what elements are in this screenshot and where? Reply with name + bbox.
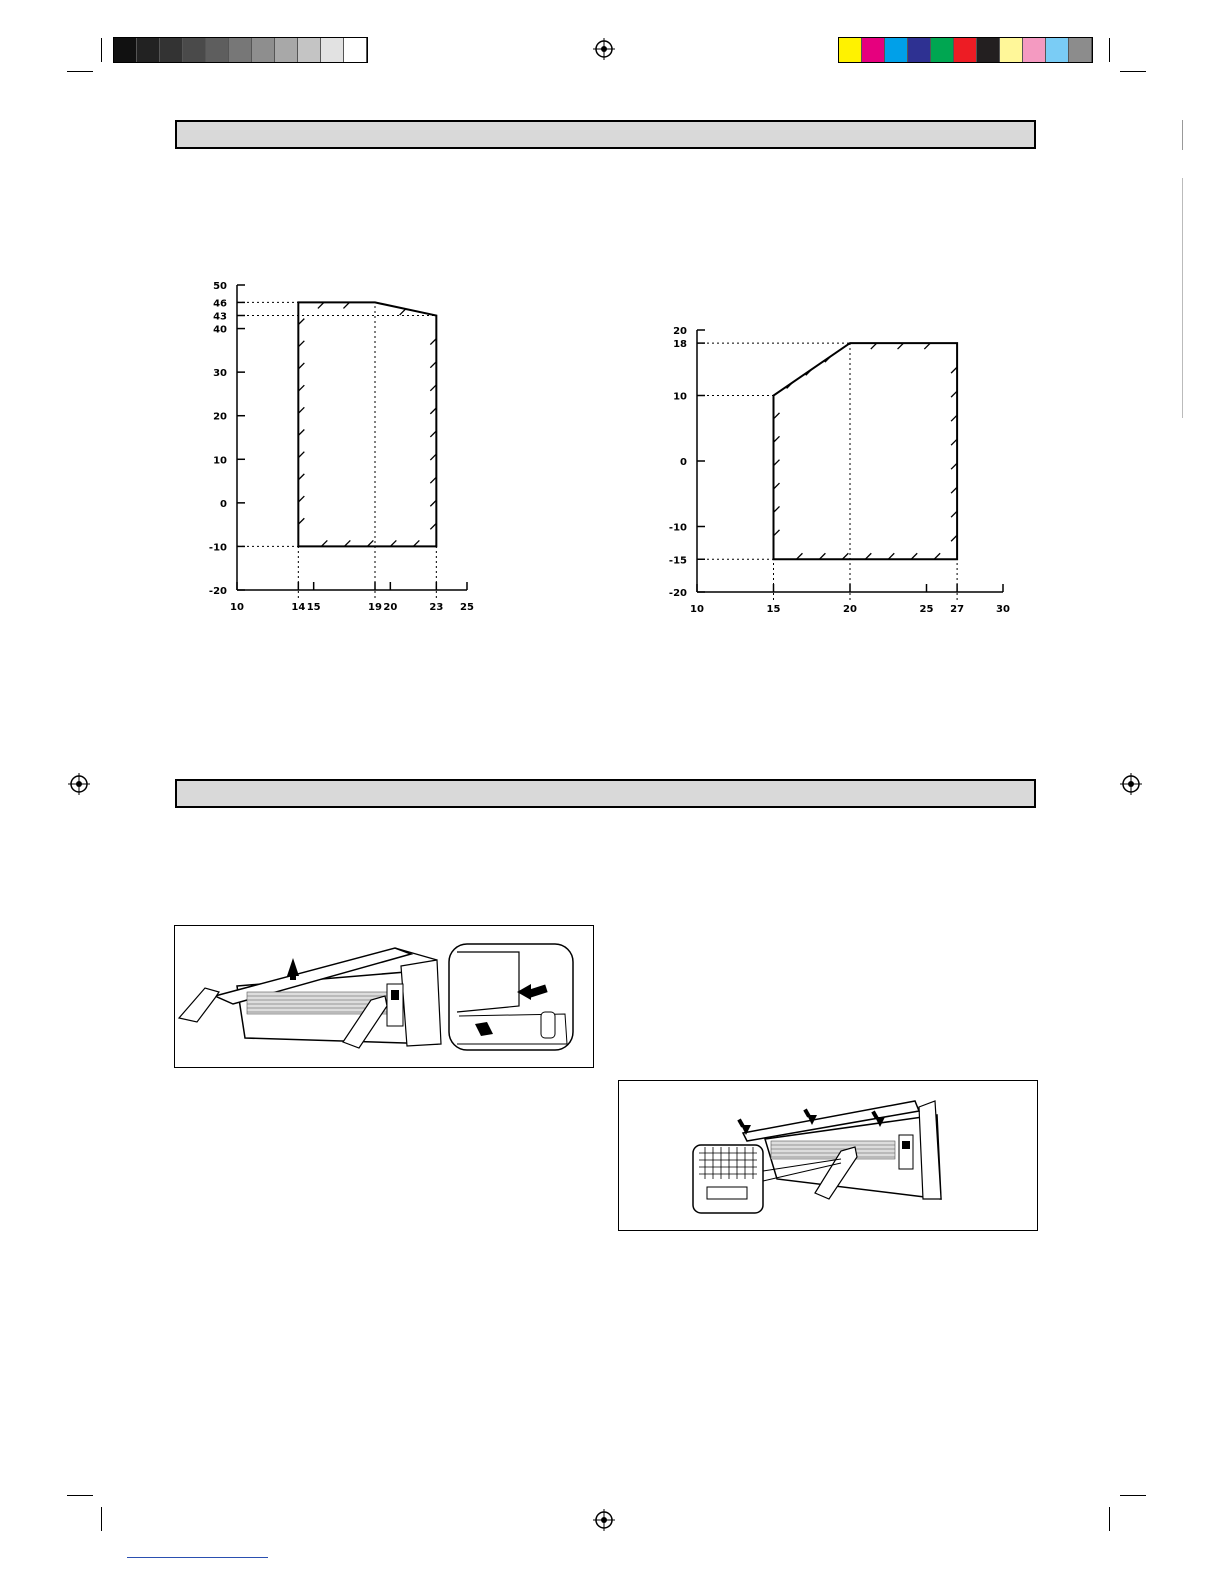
crop-mark-bottom-right-h xyxy=(1120,1495,1146,1496)
y-tick-label: -20 xyxy=(668,588,687,599)
registration-target-icon xyxy=(1120,773,1142,795)
gray-swatch-8 xyxy=(298,38,321,62)
gray-swatch-10 xyxy=(344,38,367,62)
operating-range-region xyxy=(774,343,958,559)
binding-line-long xyxy=(1182,178,1183,418)
y-tick-label: 0 xyxy=(680,457,687,468)
crop-mark-bottom-right-v xyxy=(1109,1507,1110,1531)
x-tick-label: 10 xyxy=(690,604,704,615)
y-tick-label: 30 xyxy=(213,368,227,380)
gray-swatch-9 xyxy=(321,38,344,62)
crop-mark-top-left-v xyxy=(101,38,102,62)
registration-target-icon xyxy=(593,1509,615,1531)
color-swatch-3 xyxy=(908,38,931,62)
y-tick-label: -20 xyxy=(208,586,227,597)
hatch-marks xyxy=(292,296,442,552)
x-tick-label: 20 xyxy=(843,604,857,615)
color-swatch-4 xyxy=(931,38,954,62)
y-tick-label: 10 xyxy=(673,391,687,403)
air-conditioner-front-panel-illustration xyxy=(175,926,593,1067)
y-tick-label: -10 xyxy=(668,522,687,534)
gray-swatch-6 xyxy=(252,38,275,62)
color-calibration-strip xyxy=(838,37,1093,63)
x-tick-label: 27 xyxy=(950,604,965,615)
crop-mark-bottom-left-v xyxy=(101,1507,102,1531)
footer-underline xyxy=(127,1556,268,1558)
y-tick-label: 18 xyxy=(673,339,687,351)
registration-target-icon xyxy=(593,38,615,60)
y-tick-label: 20 xyxy=(213,411,227,423)
x-tick-label: 25 xyxy=(460,602,474,613)
section-header-bar-maintenance xyxy=(175,779,1036,808)
y-tick-label: 20 xyxy=(673,326,687,337)
gray-swatch-3 xyxy=(183,38,206,62)
gray-swatch-5 xyxy=(229,38,252,62)
x-tick-label: 25 xyxy=(919,604,934,615)
x-tick-label: 15 xyxy=(766,604,781,615)
y-tick-label: 50 xyxy=(213,281,227,292)
operating-range-region xyxy=(298,302,436,546)
color-swatch-1 xyxy=(862,38,885,62)
gray-swatch-2 xyxy=(160,38,183,62)
grayscale-calibration-strip xyxy=(113,37,368,63)
x-tick-label: 20 xyxy=(383,602,398,613)
section-header-bar-operating-range xyxy=(175,120,1036,149)
binding-line xyxy=(1182,120,1183,150)
figure-open-front-panel xyxy=(174,925,594,1068)
crop-mark-top-left-h xyxy=(67,71,93,72)
y-tick-label: 0 xyxy=(220,498,227,510)
crop-mark-top-right-v xyxy=(1109,38,1110,62)
air-filter-removal-illustration xyxy=(619,1081,1037,1230)
color-swatch-5 xyxy=(954,38,977,62)
hatch-mark xyxy=(825,350,837,362)
color-swatch-8 xyxy=(1023,38,1046,62)
y-tick-label: -10 xyxy=(208,542,227,554)
figure-remove-air-filter xyxy=(618,1080,1038,1231)
color-swatch-9 xyxy=(1046,38,1069,62)
x-tick-label: 23 xyxy=(429,602,444,613)
color-swatch-6 xyxy=(977,38,1000,62)
y-tick-label: 43 xyxy=(213,311,227,323)
color-swatch-7 xyxy=(1000,38,1023,62)
x-tick-label: 10 xyxy=(230,602,244,613)
x-tick-label: 14 xyxy=(291,602,306,613)
y-tick-label: 10 xyxy=(213,455,227,467)
gray-swatch-0 xyxy=(114,38,137,62)
crop-mark-top-right-h xyxy=(1120,71,1146,72)
gray-swatch-4 xyxy=(206,38,229,62)
heating-operating-range-chart xyxy=(655,320,1025,620)
x-tick-label: 19 xyxy=(368,602,382,613)
hatch-marks xyxy=(768,337,964,565)
color-swatch-10 xyxy=(1069,38,1092,62)
y-tick-label: 40 xyxy=(213,324,227,336)
x-tick-label: 30 xyxy=(996,604,1010,615)
registration-target-icon xyxy=(68,773,90,795)
color-swatch-2 xyxy=(885,38,908,62)
y-tick-label: -15 xyxy=(668,555,687,567)
cooling-operating-range-chart xyxy=(195,275,495,620)
gray-swatch-7 xyxy=(275,38,298,62)
x-tick-label: 15 xyxy=(306,602,321,613)
crop-mark-bottom-left-h xyxy=(67,1495,93,1496)
y-tick-label: 46 xyxy=(213,298,227,310)
gray-swatch-1 xyxy=(137,38,160,62)
color-swatch-0 xyxy=(839,38,862,62)
